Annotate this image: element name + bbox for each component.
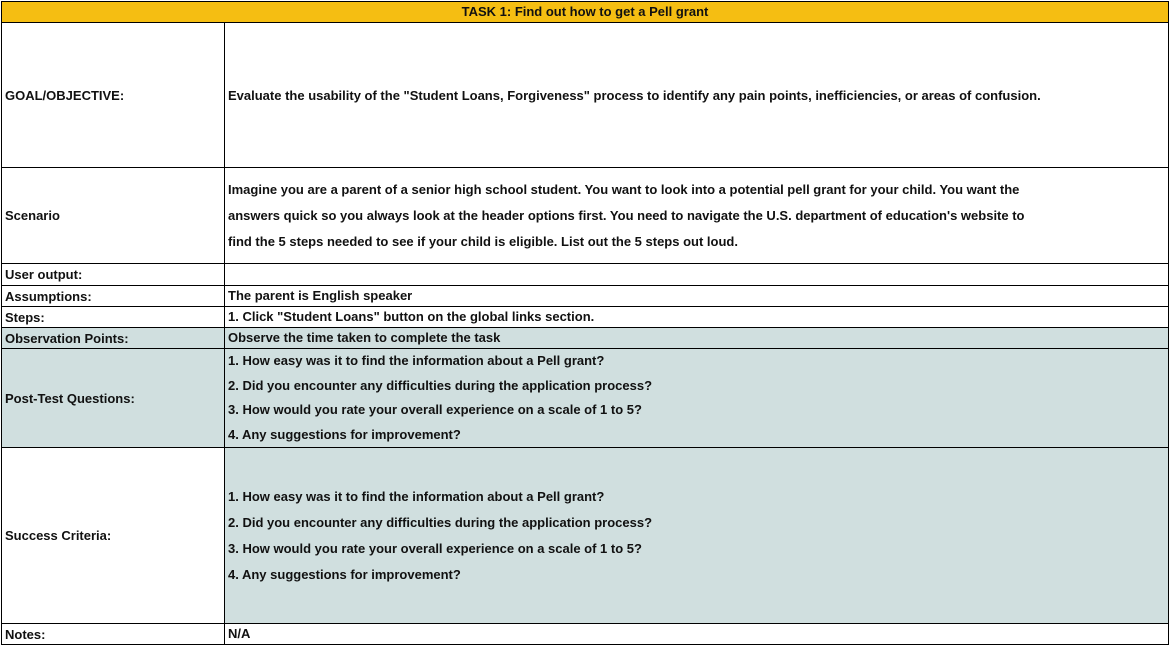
post-test-value bbox=[225, 349, 1168, 447]
post-test-question: 2. Did you encounter any difficulties during the application process? bbox=[228, 377, 653, 393]
post-test-question: 3. How would you rate your overall experience on a scale of 1 to 5? bbox=[228, 402, 642, 417]
scenario-line: Imagine you are a parent of a senior high school student. You want to look into a potential pell grant for your child. You want the bbox=[228, 181, 1020, 197]
post-test-label: Post-Test Questions: bbox=[2, 349, 225, 447]
success-criterion: 4. Any suggestions for improvement? bbox=[228, 566, 461, 582]
row-goal bbox=[2, 23, 1168, 168]
post-test-question: 1. How easy was it to find the information about a Pell grant? bbox=[228, 353, 605, 368]
task-sheet bbox=[1, 1, 1169, 645]
row-steps bbox=[2, 307, 1168, 328]
steps-value: 1. Click "Student Loans" button on the global links section. bbox=[228, 309, 595, 324]
notes-label: Notes: bbox=[2, 624, 225, 644]
success-value bbox=[225, 448, 1168, 623]
observation-label: Observation Points: bbox=[2, 328, 225, 348]
success-criterion: 1. How easy was it to find the information about a Pell grant? bbox=[228, 488, 605, 504]
success-criterion: 3. How would you rate your overall experience on a scale of 1 to 5? bbox=[228, 540, 642, 556]
post-test-question: 4. Any suggestions for improvement? bbox=[228, 426, 461, 442]
scenario-line: answers quick so you always look at the header options first. You need to navigate the U.S. department of education's website to bbox=[228, 207, 1025, 223]
user-output-value bbox=[225, 264, 1168, 285]
goal-text: Evaluate the usability of the "Student Loans, Forgiveness" process to identify any pain points, inefficiencies, or areas of confusion. bbox=[228, 87, 1041, 103]
goal-value bbox=[225, 23, 1168, 167]
steps-label: Steps: bbox=[2, 307, 225, 327]
success-label: Success Criteria: bbox=[2, 448, 225, 623]
scenario-value bbox=[225, 168, 1168, 263]
task-title: TASK 1: Find out how to get a Pell grant bbox=[2, 2, 1168, 23]
notes-value: N/A bbox=[228, 626, 251, 641]
row-assumptions bbox=[2, 286, 1168, 307]
row-observation bbox=[2, 328, 1168, 349]
row-notes bbox=[2, 624, 1168, 644]
scenario-line: find the 5 steps needed to see if your child is eligible. List out the 5 steps out loud. bbox=[228, 233, 738, 249]
row-success bbox=[2, 448, 1168, 624]
success-criterion: 2. Did you encounter any difficulties during the application process? bbox=[228, 514, 653, 530]
assumptions-label: Assumptions: bbox=[2, 286, 225, 306]
observation-value: Observe the time taken to complete the task bbox=[225, 328, 1168, 348]
assumptions-value: The parent is English speaker bbox=[228, 288, 413, 303]
user-output-label: User output: bbox=[2, 264, 225, 285]
goal-label: GOAL/OBJECTIVE: bbox=[2, 23, 225, 167]
scenario-label: Scenario bbox=[2, 168, 225, 263]
row-post-test bbox=[2, 349, 1168, 448]
row-scenario bbox=[2, 168, 1168, 264]
row-user-output bbox=[2, 264, 1168, 286]
